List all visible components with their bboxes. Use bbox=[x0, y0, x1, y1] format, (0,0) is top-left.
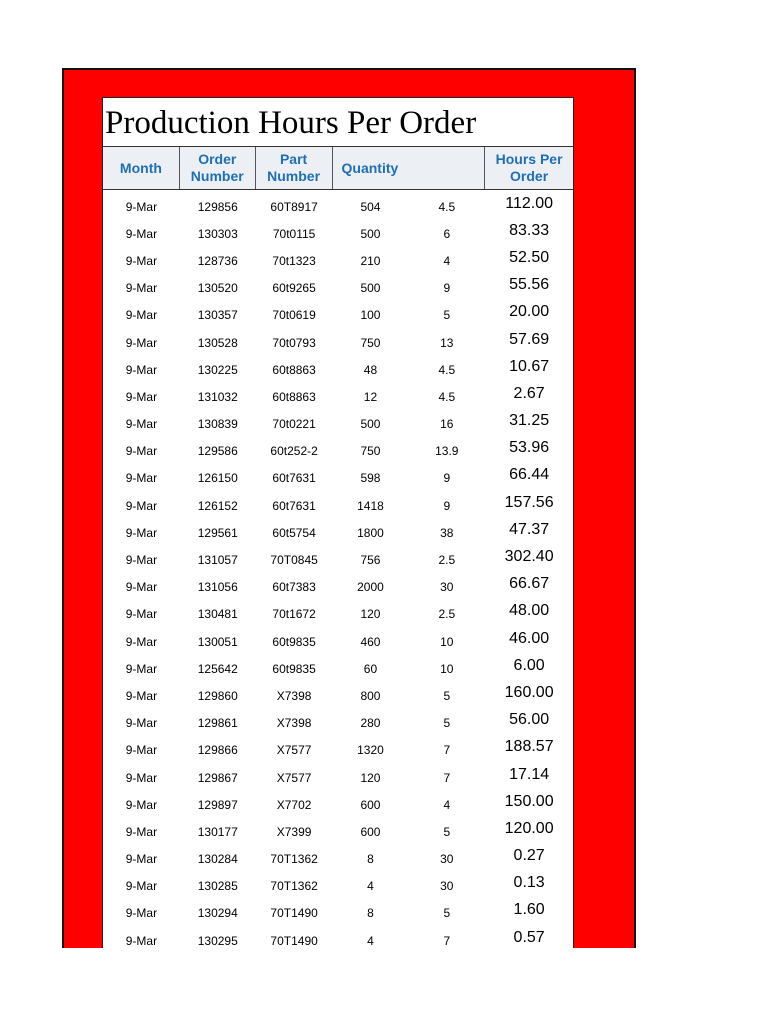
part-number-cell: 70T1490 bbox=[270, 906, 318, 921]
page-title: Production Hours Per Order bbox=[103, 97, 573, 146]
table-row bbox=[103, 329, 573, 356]
table-row bbox=[103, 764, 573, 791]
quantity-cell: 120 bbox=[360, 770, 381, 785]
month-cell: 9-Mar bbox=[125, 607, 158, 622]
hours-cell: 4.5 bbox=[438, 362, 456, 377]
hours-per-order-cell: 10.67 bbox=[509, 357, 550, 375]
quantity-cell: 4 bbox=[367, 879, 374, 894]
quantity-cell: 1418 bbox=[357, 498, 384, 513]
table-row bbox=[103, 220, 573, 247]
order-number-cell: 130225 bbox=[197, 362, 238, 377]
hours-per-order-cell: 46.00 bbox=[509, 629, 550, 647]
hours-cell: 9 bbox=[443, 471, 451, 486]
month-cell: 9-Mar bbox=[125, 362, 158, 377]
header-part-line2: Number bbox=[267, 168, 321, 184]
hours-per-order-cell: 160.00 bbox=[504, 683, 554, 701]
month-cell: 9-Mar bbox=[125, 417, 158, 432]
quantity-cell: 1320 bbox=[357, 743, 384, 758]
hours-cell: 7 bbox=[443, 770, 451, 785]
order-number-cell: 130357 bbox=[197, 308, 238, 323]
hours-cell: 2.5 bbox=[438, 553, 456, 568]
hours-per-order-cell: 17.14 bbox=[509, 765, 550, 783]
spreadsheet bbox=[102, 97, 574, 948]
part-number-cell: X7398 bbox=[276, 688, 312, 703]
hours-per-order-cell: 120.00 bbox=[504, 819, 554, 837]
hours-per-order-cell: 1.60 bbox=[513, 901, 545, 919]
hours-cell: 5 bbox=[443, 716, 451, 731]
month-cell: 9-Mar bbox=[125, 770, 158, 785]
table-row bbox=[103, 628, 573, 655]
order-number-cell: 126150 bbox=[197, 471, 238, 486]
part-number-cell: 60t9835 bbox=[272, 634, 316, 649]
header-quantity bbox=[333, 147, 486, 189]
hours-cell: 16 bbox=[440, 417, 454, 432]
quantity-cell: 1800 bbox=[357, 525, 384, 540]
table-row bbox=[103, 438, 573, 465]
quantity-cell: 2000 bbox=[357, 580, 384, 595]
hours-cell: 4.5 bbox=[438, 199, 456, 214]
hours-cell: 5 bbox=[443, 308, 451, 323]
hours-cell: 10 bbox=[440, 634, 454, 649]
hours-cell: 4 bbox=[443, 253, 451, 268]
table-row bbox=[103, 655, 573, 682]
hours-cell: 5 bbox=[443, 688, 451, 703]
month-cell: 9-Mar bbox=[125, 389, 158, 404]
order-number-cell: 128736 bbox=[197, 253, 238, 268]
hours-per-order-cell: 0.27 bbox=[513, 847, 545, 865]
table-row bbox=[103, 546, 573, 573]
part-number-cell: 60t7631 bbox=[272, 498, 316, 513]
quantity-cell: 500 bbox=[360, 226, 381, 241]
quantity-cell: 598 bbox=[360, 471, 381, 486]
hours-per-order-cell: 55.56 bbox=[509, 276, 550, 294]
hours-cell: 2.5 bbox=[438, 607, 456, 622]
hours-per-order-cell: 302.40 bbox=[504, 548, 554, 566]
order-number-cell: 125642 bbox=[197, 661, 238, 676]
part-number-cell: 60t8863 bbox=[272, 362, 316, 377]
hours-cell: 9 bbox=[443, 281, 451, 296]
hours-cell: 4.5 bbox=[438, 389, 456, 404]
order-number-cell: 129897 bbox=[197, 797, 238, 812]
hours-per-order-cell: 83.33 bbox=[509, 221, 550, 239]
quantity-cell: 750 bbox=[360, 444, 381, 459]
quantity-cell: 600 bbox=[360, 824, 381, 839]
order-number-cell: 129856 bbox=[197, 199, 238, 214]
part-number-cell: 60T8917 bbox=[270, 199, 318, 214]
month-cell: 9-Mar bbox=[125, 553, 158, 568]
hours-per-order-cell: 56.00 bbox=[509, 711, 550, 729]
month-cell: 9-Mar bbox=[125, 661, 158, 676]
quantity-cell: 120 bbox=[360, 607, 381, 622]
order-number-cell: 130839 bbox=[197, 417, 238, 432]
hours-cell: 13 bbox=[440, 335, 454, 350]
part-number-cell: 70t0115 bbox=[272, 226, 316, 241]
quantity-cell: 8 bbox=[367, 906, 374, 921]
part-number-cell: 70t1323 bbox=[272, 253, 316, 268]
header-month bbox=[103, 147, 180, 189]
hours-per-order-cell: 66.67 bbox=[509, 575, 550, 593]
part-number-cell: 70t0221 bbox=[272, 417, 316, 432]
hours-per-order-cell: 2.67 bbox=[513, 384, 545, 402]
part-number-cell: 70T1362 bbox=[270, 852, 318, 867]
part-number-cell: 60t7383 bbox=[272, 580, 316, 595]
table-header bbox=[103, 146, 573, 190]
table-row bbox=[103, 818, 573, 845]
table-row bbox=[103, 737, 573, 764]
order-number-cell: 129586 bbox=[197, 444, 238, 459]
part-number-cell: 60t9265 bbox=[272, 281, 316, 296]
hours-cell: 13.9 bbox=[435, 444, 459, 459]
hours-per-order-cell: 48.00 bbox=[509, 602, 550, 620]
hours-per-order-cell: 47.37 bbox=[509, 520, 550, 538]
hours-per-order-cell: 53.96 bbox=[509, 439, 550, 457]
table-row bbox=[103, 927, 573, 948]
order-number-cell: 129860 bbox=[197, 688, 238, 703]
table-row bbox=[103, 302, 573, 329]
table-body bbox=[103, 190, 573, 948]
quantity-cell: 500 bbox=[360, 417, 381, 432]
part-number-cell: X7577 bbox=[276, 770, 312, 785]
part-number-cell: 60t8863 bbox=[272, 389, 316, 404]
quantity-cell: 100 bbox=[360, 308, 381, 323]
part-number-cell: X7399 bbox=[276, 824, 312, 839]
order-number-cell: 130284 bbox=[197, 852, 238, 867]
hours-cell: 30 bbox=[440, 879, 454, 894]
table-row bbox=[103, 247, 573, 274]
month-cell: 9-Mar bbox=[125, 743, 158, 758]
order-number-cell: 126152 bbox=[197, 498, 238, 513]
quantity-cell: 4 bbox=[367, 933, 374, 948]
month-cell: 9-Mar bbox=[125, 824, 158, 839]
hours-per-order-cell: 20.00 bbox=[509, 303, 550, 321]
quantity-cell: 504 bbox=[360, 199, 381, 214]
order-number-cell: 131056 bbox=[197, 580, 238, 595]
header-month-label: Month bbox=[119, 159, 162, 176]
hours-cell: 4 bbox=[443, 797, 451, 812]
order-number-cell: 131057 bbox=[197, 553, 238, 568]
header-hpo-line2: Order bbox=[510, 168, 549, 184]
table-row bbox=[103, 601, 573, 628]
part-number-cell: 70T0845 bbox=[270, 553, 318, 568]
part-number-cell: 70t0793 bbox=[272, 335, 316, 350]
order-number-cell: 130303 bbox=[197, 226, 238, 241]
hours-per-order-cell: 150.00 bbox=[504, 792, 554, 810]
table-row bbox=[103, 356, 573, 383]
hours-per-order-cell: 0.13 bbox=[513, 874, 545, 892]
table-row bbox=[103, 710, 573, 737]
hours-cell: 7 bbox=[443, 933, 451, 948]
quantity-cell: 750 bbox=[360, 335, 381, 350]
month-cell: 9-Mar bbox=[125, 879, 158, 894]
hours-per-order-cell: 157.56 bbox=[504, 493, 554, 511]
table-row bbox=[103, 574, 573, 601]
month-cell: 9-Mar bbox=[125, 226, 158, 241]
hours-per-order-cell: 112.00 bbox=[505, 194, 553, 212]
order-number-cell: 129867 bbox=[197, 770, 238, 785]
order-number-cell: 129561 bbox=[197, 525, 238, 540]
month-cell: 9-Mar bbox=[125, 797, 158, 812]
table-row bbox=[103, 791, 573, 818]
quantity-cell: 800 bbox=[360, 688, 381, 703]
table-row bbox=[103, 682, 573, 709]
header-hours-per-order bbox=[485, 147, 573, 189]
hours-cell: 5 bbox=[443, 906, 451, 921]
table-row bbox=[103, 873, 573, 900]
order-number-cell: 130177 bbox=[197, 824, 238, 839]
quantity-cell: 756 bbox=[360, 553, 381, 568]
month-cell: 9-Mar bbox=[125, 933, 158, 948]
quantity-cell: 460 bbox=[360, 634, 381, 649]
hours-per-order-cell: 57.69 bbox=[509, 330, 550, 348]
month-cell: 9-Mar bbox=[125, 525, 158, 540]
order-number-cell: 129861 bbox=[197, 716, 238, 731]
order-number-cell: 130051 bbox=[197, 634, 238, 649]
quantity-cell: 500 bbox=[360, 281, 381, 296]
order-number-cell: 130481 bbox=[197, 607, 238, 622]
hours-per-order-cell: 188.57 bbox=[504, 738, 554, 756]
quantity-cell: 60 bbox=[363, 661, 378, 676]
quantity-cell: 210 bbox=[360, 253, 381, 268]
hours-cell: 10 bbox=[440, 661, 454, 676]
hours-cell: 7 bbox=[443, 743, 451, 758]
header-part-line1: Part bbox=[279, 151, 308, 167]
hours-cell: 6 bbox=[443, 226, 451, 241]
month-cell: 9-Mar bbox=[125, 906, 158, 921]
part-number-cell: 70t1672 bbox=[272, 607, 316, 622]
table-row bbox=[103, 275, 573, 302]
month-cell: 9-Mar bbox=[125, 688, 158, 703]
part-number-cell: 60t252-2 bbox=[270, 444, 318, 459]
hours-cell: 38 bbox=[440, 525, 454, 540]
table-row bbox=[103, 465, 573, 492]
quantity-cell: 280 bbox=[360, 716, 381, 731]
month-cell: 9-Mar bbox=[125, 281, 158, 296]
header-order-number bbox=[180, 147, 256, 189]
part-number-cell: X7702 bbox=[276, 797, 312, 812]
hours-cell: 9 bbox=[443, 498, 451, 513]
month-cell: 9-Mar bbox=[125, 580, 158, 595]
header-hpo-line1: Hours Per bbox=[495, 151, 563, 167]
month-cell: 9-Mar bbox=[125, 253, 158, 268]
table-row bbox=[103, 900, 573, 927]
month-cell: 9-Mar bbox=[125, 199, 158, 214]
hours-per-order-cell: 66.44 bbox=[509, 466, 550, 484]
table-row bbox=[103, 383, 573, 410]
part-number-cell: 60t7631 bbox=[272, 471, 316, 486]
part-number-cell: 70T1362 bbox=[270, 879, 318, 894]
month-cell: 9-Mar bbox=[125, 308, 158, 323]
part-number-cell: 60t5754 bbox=[272, 525, 316, 540]
header-quantity-label: Quantity bbox=[341, 159, 399, 176]
month-cell: 9-Mar bbox=[125, 444, 158, 459]
table-row bbox=[103, 193, 573, 220]
order-number-cell: 130520 bbox=[197, 281, 238, 296]
hours-per-order-cell: 52.50 bbox=[509, 248, 550, 266]
part-number-cell: X7577 bbox=[276, 743, 312, 758]
order-number-cell: 129866 bbox=[197, 743, 238, 758]
month-cell: 9-Mar bbox=[125, 498, 158, 513]
hours-cell: 30 bbox=[440, 852, 454, 867]
quantity-cell: 8 bbox=[367, 852, 374, 867]
table-row bbox=[103, 411, 573, 438]
hours-cell: 5 bbox=[443, 824, 451, 839]
quantity-cell: 12 bbox=[363, 389, 378, 404]
hours-cell: 30 bbox=[440, 580, 454, 595]
hours-per-order-cell: 31.25 bbox=[509, 412, 550, 430]
hours-per-order-cell: 6.00 bbox=[513, 656, 545, 674]
header-order-line1: Order bbox=[198, 151, 237, 167]
month-cell: 9-Mar bbox=[125, 716, 158, 731]
part-number-cell: 70t0619 bbox=[272, 308, 316, 323]
part-number-cell: 60t9835 bbox=[272, 661, 316, 676]
month-cell: 9-Mar bbox=[125, 852, 158, 867]
month-cell: 9-Mar bbox=[125, 634, 158, 649]
quantity-cell: 600 bbox=[360, 797, 381, 812]
header-part-number bbox=[256, 147, 333, 189]
part-number-cell: 70T1490 bbox=[270, 933, 318, 948]
table-row bbox=[103, 519, 573, 546]
part-number-cell: X7398 bbox=[276, 716, 312, 731]
header-order-line2: Number bbox=[190, 168, 244, 184]
order-number-cell: 130528 bbox=[197, 335, 238, 350]
table-row bbox=[103, 846, 573, 873]
hours-per-order-cell: 0.57 bbox=[513, 928, 545, 946]
order-number-cell: 130285 bbox=[197, 879, 238, 894]
month-cell: 9-Mar bbox=[125, 335, 158, 350]
table-row bbox=[103, 492, 573, 519]
order-number-cell: 130294 bbox=[197, 906, 238, 921]
order-number-cell: 130295 bbox=[197, 933, 238, 948]
order-number-cell: 131032 bbox=[197, 389, 238, 404]
quantity-cell: 48 bbox=[363, 362, 378, 377]
month-cell: 9-Mar bbox=[125, 471, 158, 486]
